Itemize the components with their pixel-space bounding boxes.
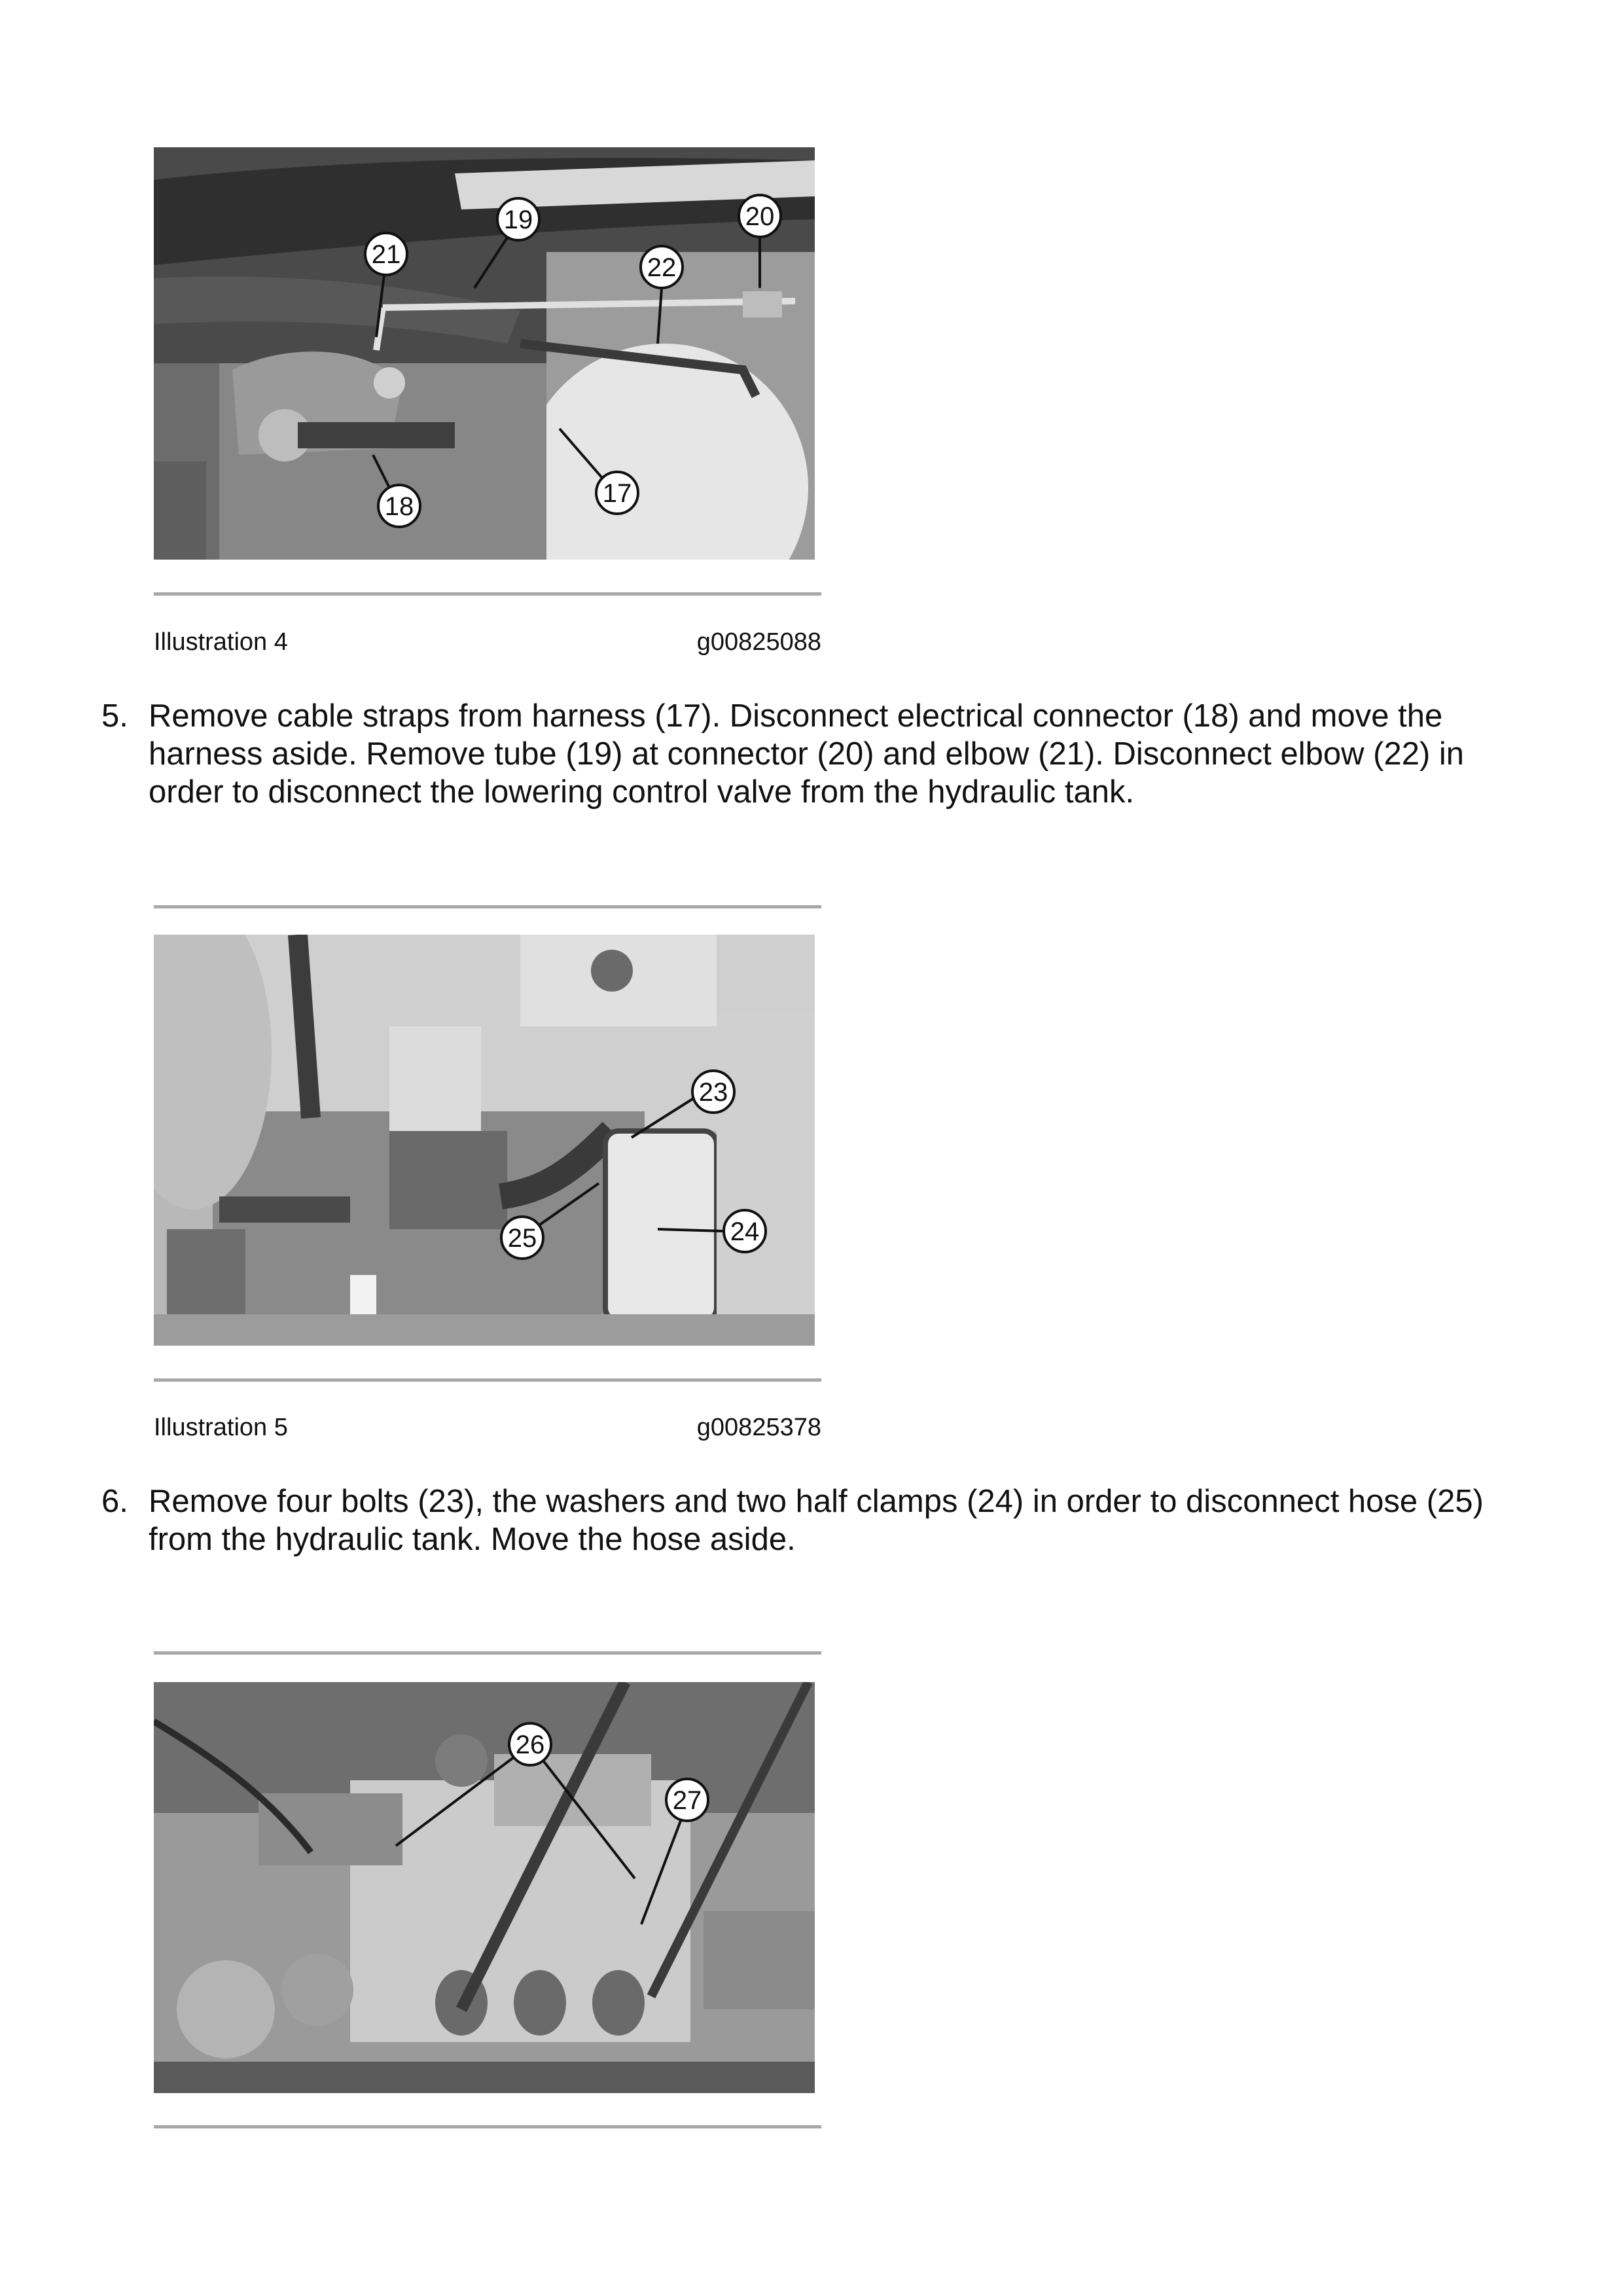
callout-20 <box>739 195 781 288</box>
callout-24 <box>658 1210 766 1252</box>
step-5-text: Remove cable straps from harness (17). Disconnect electrical connector (18) and move the harness aside. Remove tube (19) at connector (20) and elbow (21). Disconnect elbow (22) in order to disconnect the lowering control valve from the hydraulic tank. <box>149 698 1465 810</box>
callout-23 <box>632 1071 734 1138</box>
illustration-5-top-rule <box>154 905 821 908</box>
illustration-6-photo <box>154 1682 815 2093</box>
callout-25 <box>501 1183 599 1259</box>
illustration-6-top-rule <box>154 1651 821 1655</box>
svg-text:23: 23 <box>698 1078 728 1107</box>
callout-19 <box>474 198 539 288</box>
illustration-4-photo <box>154 147 815 560</box>
svg-text:18: 18 <box>384 492 414 521</box>
callout-17 <box>560 429 638 514</box>
step-6-text: Remove four bolts (23), the washers and two half clamps (24) in order to disconnect hose (25) from the hydraulic tank. Move the hose aside. <box>149 1484 1484 1557</box>
illustration-6-rule <box>154 2125 821 2128</box>
illustration-4-caption-row <box>154 627 821 657</box>
step-6-number: 6. <box>101 1484 128 1519</box>
svg-text:21: 21 <box>371 240 401 269</box>
svg-text:26: 26 <box>515 1731 545 1759</box>
callout-27 <box>641 1779 708 1924</box>
step-5-number: 5. <box>101 698 128 734</box>
callout-21 <box>365 233 407 337</box>
svg-text:24: 24 <box>730 1217 760 1246</box>
illustration-5-caption-row <box>154 1412 821 1443</box>
svg-text:22: 22 <box>647 253 677 282</box>
illustration-4-caption: Illustration 4 <box>154 628 288 656</box>
svg-text:19: 19 <box>503 206 533 234</box>
illustration-5-caption: Illustration 5 <box>154 1414 288 1441</box>
illustration-4-rule <box>154 592 821 596</box>
illustration-4-ref: g00825088 <box>696 628 821 656</box>
svg-text:17: 17 <box>602 479 632 508</box>
callout-22 <box>641 246 683 344</box>
svg-text:20: 20 <box>745 202 775 231</box>
callout-18 <box>373 455 420 527</box>
svg-text:25: 25 <box>507 1224 537 1253</box>
illustration-5-rule <box>154 1378 821 1382</box>
illustration-5-ref: g00825378 <box>696 1414 821 1441</box>
callout-26 <box>396 1723 635 1878</box>
svg-text:27: 27 <box>672 1786 702 1815</box>
illustration-5-photo <box>154 935 815 1346</box>
